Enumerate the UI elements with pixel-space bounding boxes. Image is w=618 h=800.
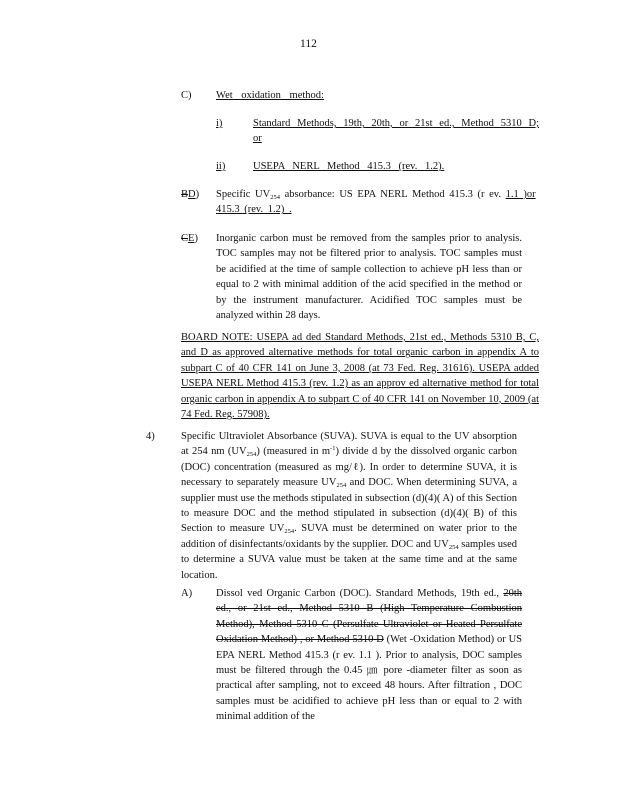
item-label: A) bbox=[181, 588, 193, 599]
specific-uv-text: Specific $UV_{254}$ absorbance: US EPA NERL Method 415.3 (r ev. 1.1 )or 415.3 (rev. 1.2) . bbox=[216, 189, 536, 216]
section-label: 4) bbox=[146, 431, 155, 442]
subitem-label: i) bbox=[216, 118, 223, 129]
item-label: BD) bbox=[181, 189, 200, 200]
board-note: BOARD NOTE: USEPA ad ded Standard Methods, 21st ed., Methods 5310 B, C, and D as approved alternative methods for total organic carbon in appendix A to subpart C of 40 CFR 141 on June 3, 2008 (at 73 Fed. Reg. 31616). USEPA added USEPA NERL Method 415.3 (rev. 1.2) as an approv ed alternative method for total organic carbon in appendix A to subpart C of 40 CFR 141 on November 10, 2009 (at 74 Fed. Reg. 57908). bbox=[181, 332, 539, 421]
item-title: Wet oxidation method: bbox=[216, 90, 324, 101]
subitem-or: or bbox=[253, 133, 262, 144]
page-number: 112 bbox=[300, 38, 317, 50]
subitem-text: Standard Methods, 19th, 20th, or 21st ed., Method 5310 D; bbox=[253, 118, 539, 129]
subitem-text: USEPA NERL Method 415.3 (rev. 1.2). bbox=[253, 161, 445, 172]
subitem-label: ii) bbox=[216, 161, 226, 172]
inorganic-carbon-text: Inorganic carbon must be removed from the samples prior to analysis. TOC samples may not be filtered prior to analysis. TOC samples must be acidified at the time of sample collection to achieve pH less than or equal to 2 with minimal addition of the acid specified in the method or by the instrument manufacturer. Acidified TOC samples must be analyzed within 28 days. bbox=[216, 233, 522, 322]
doc-text: Dissol ved Organic Carbon (DOC). Standard Methods, 19th ed., 20th ed., or 21st ed., Method 5310 B (High Temperature Combustion Method), Method 5310 C (Persulfate Ultraviolet or Heated Persulfate Oxidation Method) , or Method 5310 D (Wet -Oxidation Method) or US EPA NERL Method 415.3 (r ev. 1.1 ). Prior to analysis, DOC samples must be filtered through the 0.45 ㎛ pore -diameter filter as soon as practical after sampling, not to exceed 48 hours. After filtration , DOC samples must be acidified to achieve pH less than or equal to 2 with minimal addition of the bbox=[216, 588, 522, 723]
item-label: C) bbox=[181, 90, 192, 101]
suva-text: Specific Ultraviolet Absorbance (SUVA). SUVA is equal to the UV absorption at 254 nm $(UV_{254})$ (measured in $m^{-1}$) divide d by the dissolved organic carbon (DOC) concentration (measured as mg/ℓ). In order to determine SUVA, it is necessary to separately measure $UV_{254}$ and DOC. When determining SUVA, a supplier must use the methods stipulated in subsection (d)(4)( A) of this Section to measure DOC and the method stipulated in subsection (d)(4)( B) of this Section to measure $UV_{254}$. SUVA must be determined on water prior to the addition of disinfectants/oxidants by the supplier. DOC and $UV_{254}$ samples used to determine a SUVA value must be taken at the same time and at the same location. bbox=[181, 431, 518, 581]
item-label: CE) bbox=[181, 233, 198, 244]
